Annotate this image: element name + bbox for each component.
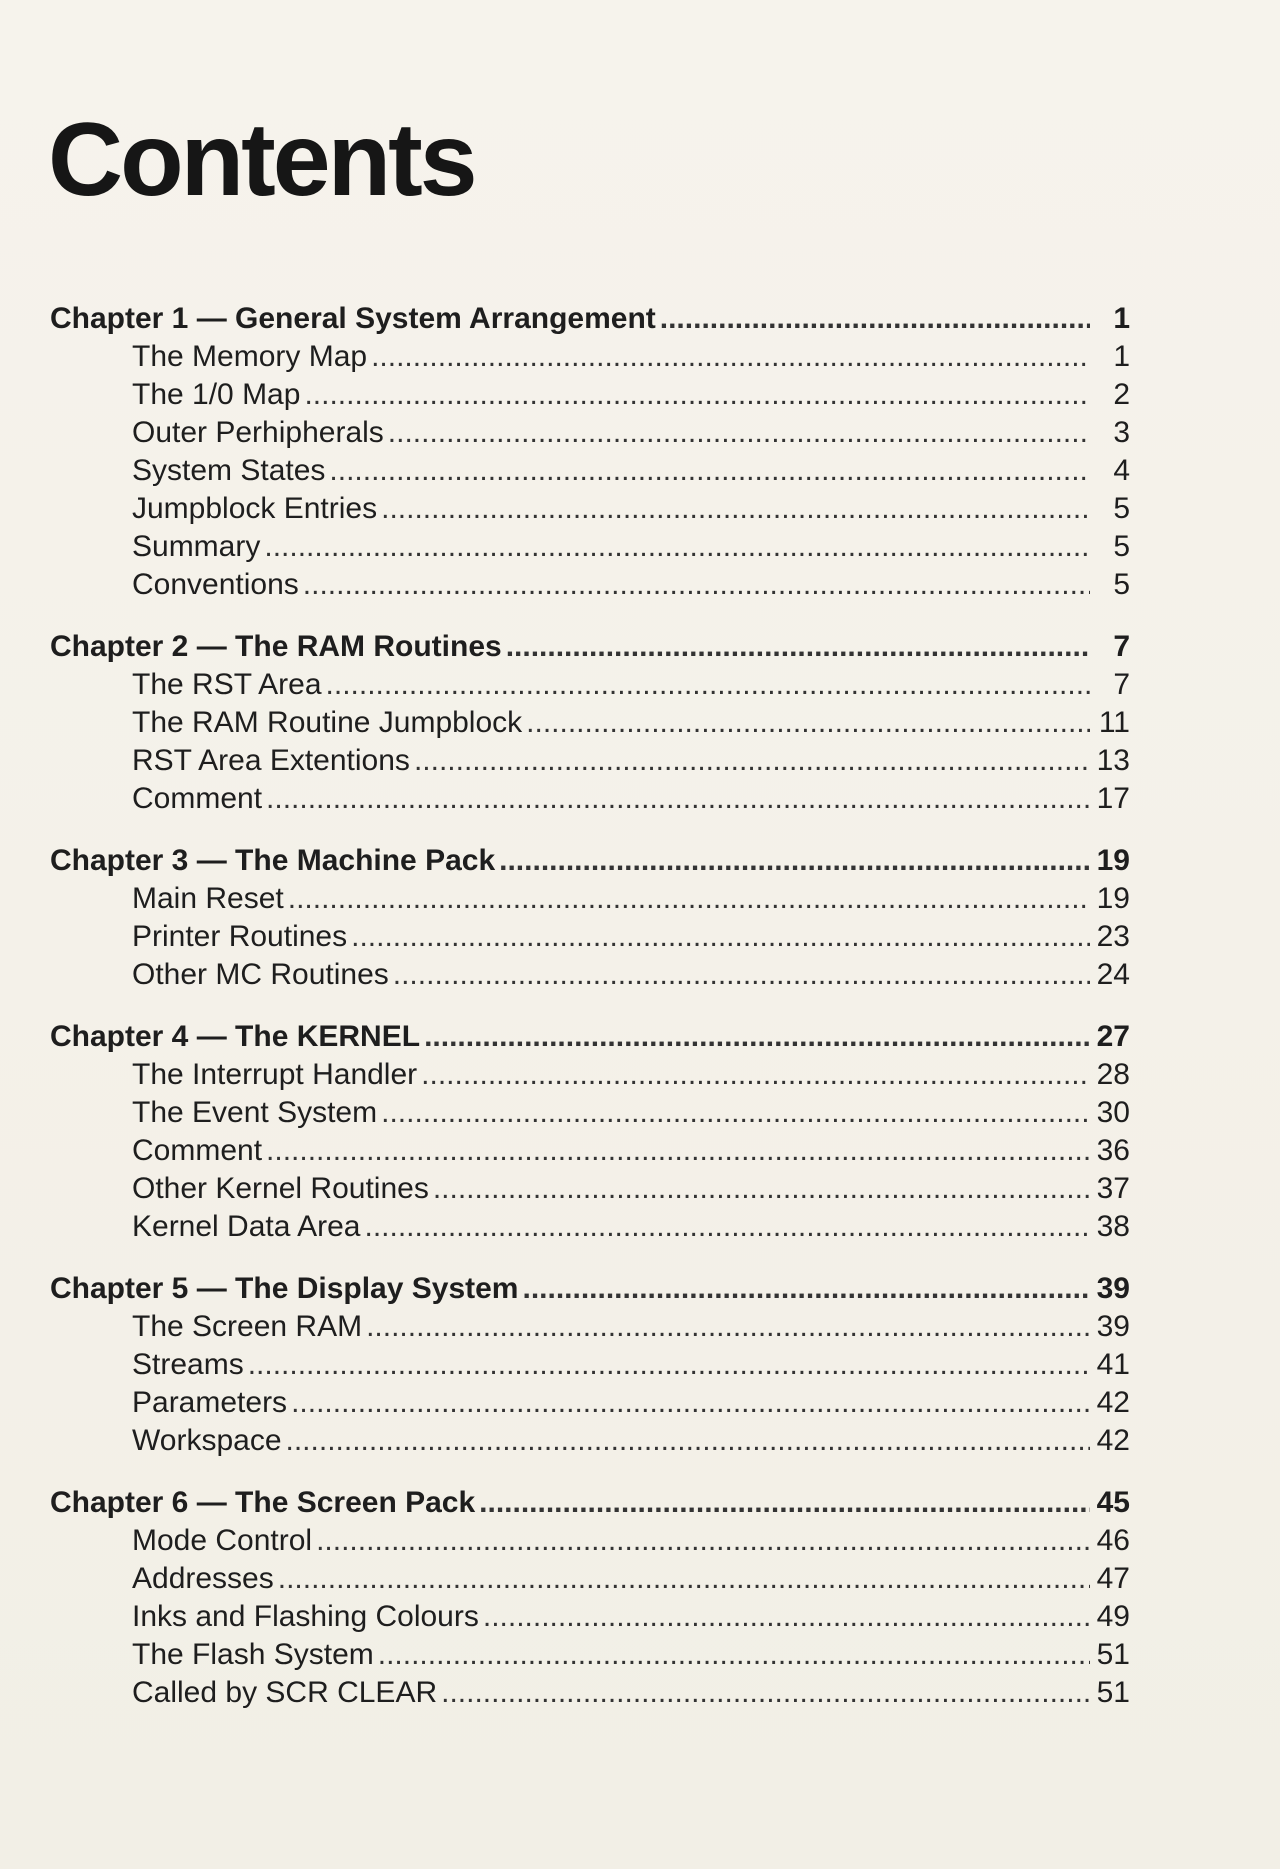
section-entry bbox=[50, 1422, 1130, 1460]
section-entry-label: Other Kernel Routines bbox=[132, 1172, 429, 1205]
section-entry bbox=[50, 452, 1130, 490]
dot-leader bbox=[433, 1170, 1090, 1208]
section-entry bbox=[50, 1598, 1130, 1636]
section-entry bbox=[50, 880, 1130, 918]
section-entry-label: Kernel Data Area bbox=[132, 1210, 361, 1243]
section-entry bbox=[50, 1636, 1130, 1674]
page-number: 3 bbox=[1113, 416, 1130, 449]
section-entry bbox=[50, 780, 1130, 818]
dot-leader bbox=[364, 1208, 1090, 1246]
dot-leader bbox=[414, 742, 1090, 780]
dot-leader bbox=[266, 1132, 1090, 1170]
section-entry-label: Outer Perhipherals bbox=[132, 416, 384, 449]
dot-leader bbox=[378, 1636, 1090, 1674]
section-entry bbox=[50, 566, 1130, 604]
dot-leader bbox=[291, 1384, 1090, 1422]
dot-leader bbox=[393, 956, 1090, 994]
page-number: 38 bbox=[1096, 1210, 1130, 1243]
section-entry bbox=[50, 1056, 1130, 1094]
section-entry-label: Jumpblock Entries bbox=[132, 492, 378, 525]
section-entry bbox=[50, 956, 1130, 994]
chapter-heading bbox=[50, 628, 1130, 666]
section-entry bbox=[50, 338, 1130, 376]
section-entry bbox=[50, 1208, 1130, 1246]
page-number: 5 bbox=[1113, 568, 1130, 601]
page-number: 42 bbox=[1096, 1386, 1130, 1419]
chapter-heading-label: Chapter 4 — The KERNEL bbox=[50, 1020, 421, 1053]
section-entry bbox=[50, 414, 1130, 452]
chapter-block bbox=[50, 1270, 1130, 1460]
section-entry bbox=[50, 742, 1130, 780]
section-entry bbox=[50, 666, 1130, 704]
dot-leader bbox=[506, 628, 1090, 666]
section-entry-label: The 1/0 Map bbox=[132, 378, 301, 411]
section-entry bbox=[50, 1674, 1130, 1712]
dot-leader bbox=[421, 1056, 1090, 1094]
page-number: 19 bbox=[1096, 882, 1130, 915]
section-entry bbox=[50, 1308, 1130, 1346]
page-number: 39 bbox=[1096, 1310, 1130, 1343]
page-number: 2 bbox=[1113, 378, 1130, 411]
section-entry bbox=[50, 918, 1130, 956]
section-entry-label: Conventions bbox=[132, 568, 299, 601]
dot-leader bbox=[278, 1560, 1090, 1598]
page-number: 4 bbox=[1113, 454, 1130, 487]
page-number: 11 bbox=[1098, 706, 1130, 739]
page-number: 46 bbox=[1096, 1524, 1130, 1557]
dot-leader bbox=[381, 490, 1090, 528]
page-number: 51 bbox=[1096, 1676, 1130, 1709]
page-number: 36 bbox=[1096, 1134, 1130, 1167]
dot-leader bbox=[499, 842, 1090, 880]
dot-leader bbox=[288, 880, 1090, 918]
dot-leader bbox=[264, 528, 1090, 566]
page-number: 49 bbox=[1096, 1600, 1130, 1633]
page-number: 51 bbox=[1096, 1638, 1130, 1671]
page-number: 41 bbox=[1096, 1348, 1130, 1381]
section-entry bbox=[50, 704, 1130, 742]
page-number: 27 bbox=[1096, 1020, 1130, 1053]
dot-leader bbox=[526, 704, 1090, 742]
chapter-heading bbox=[50, 1484, 1130, 1522]
section-entry bbox=[50, 528, 1130, 566]
section-entry-label: Other MC Routines bbox=[132, 958, 389, 991]
dot-leader bbox=[351, 918, 1090, 956]
section-entry-label: Comment bbox=[132, 1134, 263, 1167]
chapter-block bbox=[50, 628, 1130, 818]
section-entry-label: System States bbox=[132, 454, 326, 487]
page-number: 37 bbox=[1096, 1172, 1130, 1205]
chapter-block bbox=[50, 842, 1130, 994]
section-entry-label: Mode Control bbox=[132, 1524, 313, 1557]
chapter-block bbox=[50, 300, 1130, 604]
dot-leader bbox=[441, 1674, 1090, 1712]
section-entry-label: The Screen RAM bbox=[132, 1310, 363, 1343]
dot-leader bbox=[366, 1308, 1090, 1346]
chapter-block bbox=[50, 1484, 1130, 1712]
section-entry-label: The RST Area bbox=[132, 668, 322, 701]
section-entry-label: Called by SCR CLEAR bbox=[132, 1676, 438, 1709]
page-number: 13 bbox=[1096, 744, 1130, 777]
page-number: 5 bbox=[1113, 492, 1130, 525]
dot-leader bbox=[523, 1270, 1091, 1308]
chapter-heading bbox=[50, 300, 1130, 338]
section-entry-label: Printer Routines bbox=[132, 920, 348, 953]
section-entry bbox=[50, 1094, 1130, 1132]
chapter-heading-label: Chapter 5 — The Display System bbox=[50, 1272, 519, 1305]
page-number: 45 bbox=[1096, 1486, 1130, 1519]
section-entry bbox=[50, 1522, 1130, 1560]
dot-leader bbox=[266, 780, 1090, 818]
section-entry-label: The Event System bbox=[132, 1096, 378, 1129]
chapter-block bbox=[50, 1018, 1130, 1246]
section-entry-label: Streams bbox=[132, 1348, 244, 1381]
chapter-heading bbox=[50, 1018, 1130, 1056]
page-number: 1 bbox=[1113, 302, 1130, 335]
section-entry-label: The Interrupt Handler bbox=[132, 1058, 418, 1091]
section-entry-label: Addresses bbox=[132, 1562, 274, 1595]
section-entry bbox=[50, 1346, 1130, 1384]
page-number: 7 bbox=[1113, 630, 1130, 663]
dot-leader bbox=[303, 566, 1090, 604]
page-number: 23 bbox=[1096, 920, 1130, 953]
chapter-heading-label: Chapter 6 — The Screen Pack bbox=[50, 1486, 476, 1519]
page-number: 7 bbox=[1113, 668, 1130, 701]
page-number: 47 bbox=[1096, 1562, 1130, 1595]
page-title: Contents bbox=[48, 102, 475, 218]
dot-leader bbox=[479, 1484, 1090, 1522]
page-number: 5 bbox=[1113, 530, 1130, 563]
section-entry bbox=[50, 1384, 1130, 1422]
section-entry bbox=[50, 376, 1130, 414]
dot-leader bbox=[371, 338, 1090, 376]
page-number: 39 bbox=[1096, 1272, 1130, 1305]
section-entry-label: The Flash System bbox=[132, 1638, 374, 1671]
section-entry-label: Summary bbox=[132, 530, 261, 563]
page-number: 19 bbox=[1096, 844, 1130, 877]
dot-leader bbox=[326, 666, 1090, 704]
dot-leader bbox=[286, 1422, 1090, 1460]
section-entry-label: The Memory Map bbox=[132, 340, 368, 373]
dot-leader bbox=[316, 1522, 1090, 1560]
dot-leader bbox=[388, 414, 1090, 452]
page-number: 17 bbox=[1096, 782, 1130, 815]
section-entry-label: Main Reset bbox=[132, 882, 284, 915]
table-of-contents bbox=[50, 300, 1130, 1736]
section-entry bbox=[50, 1132, 1130, 1170]
section-entry-label: Inks and Flashing Colours bbox=[132, 1600, 479, 1633]
section-entry bbox=[50, 1170, 1130, 1208]
section-entry-label: Comment bbox=[132, 782, 263, 815]
chapter-heading-label: Chapter 1 — General System Arrangement bbox=[50, 302, 656, 335]
section-entry-label: Parameters bbox=[132, 1386, 288, 1419]
dot-leader bbox=[660, 300, 1090, 338]
dot-leader bbox=[424, 1018, 1090, 1056]
dot-leader bbox=[248, 1346, 1090, 1384]
page-number: 30 bbox=[1096, 1096, 1130, 1129]
chapter-heading bbox=[50, 842, 1130, 880]
dot-leader bbox=[381, 1094, 1090, 1132]
page-number: 42 bbox=[1096, 1424, 1130, 1457]
dot-leader bbox=[329, 452, 1090, 490]
chapter-heading bbox=[50, 1270, 1130, 1308]
section-entry-label: The RAM Routine Jumpblock bbox=[132, 706, 523, 739]
page-number: 28 bbox=[1096, 1058, 1130, 1091]
section-entry bbox=[50, 1560, 1130, 1598]
page-number: 1 bbox=[1113, 340, 1130, 373]
chapter-heading-label: Chapter 3 — The Machine Pack bbox=[50, 844, 496, 877]
section-entry-label: RST Area Extentions bbox=[132, 744, 410, 777]
page-number: 24 bbox=[1096, 958, 1130, 991]
chapter-heading-label: Chapter 2 — The RAM Routines bbox=[50, 630, 502, 663]
dot-leader bbox=[304, 376, 1090, 414]
dot-leader bbox=[483, 1598, 1090, 1636]
section-entry-label: Workspace bbox=[132, 1424, 282, 1457]
section-entry bbox=[50, 490, 1130, 528]
